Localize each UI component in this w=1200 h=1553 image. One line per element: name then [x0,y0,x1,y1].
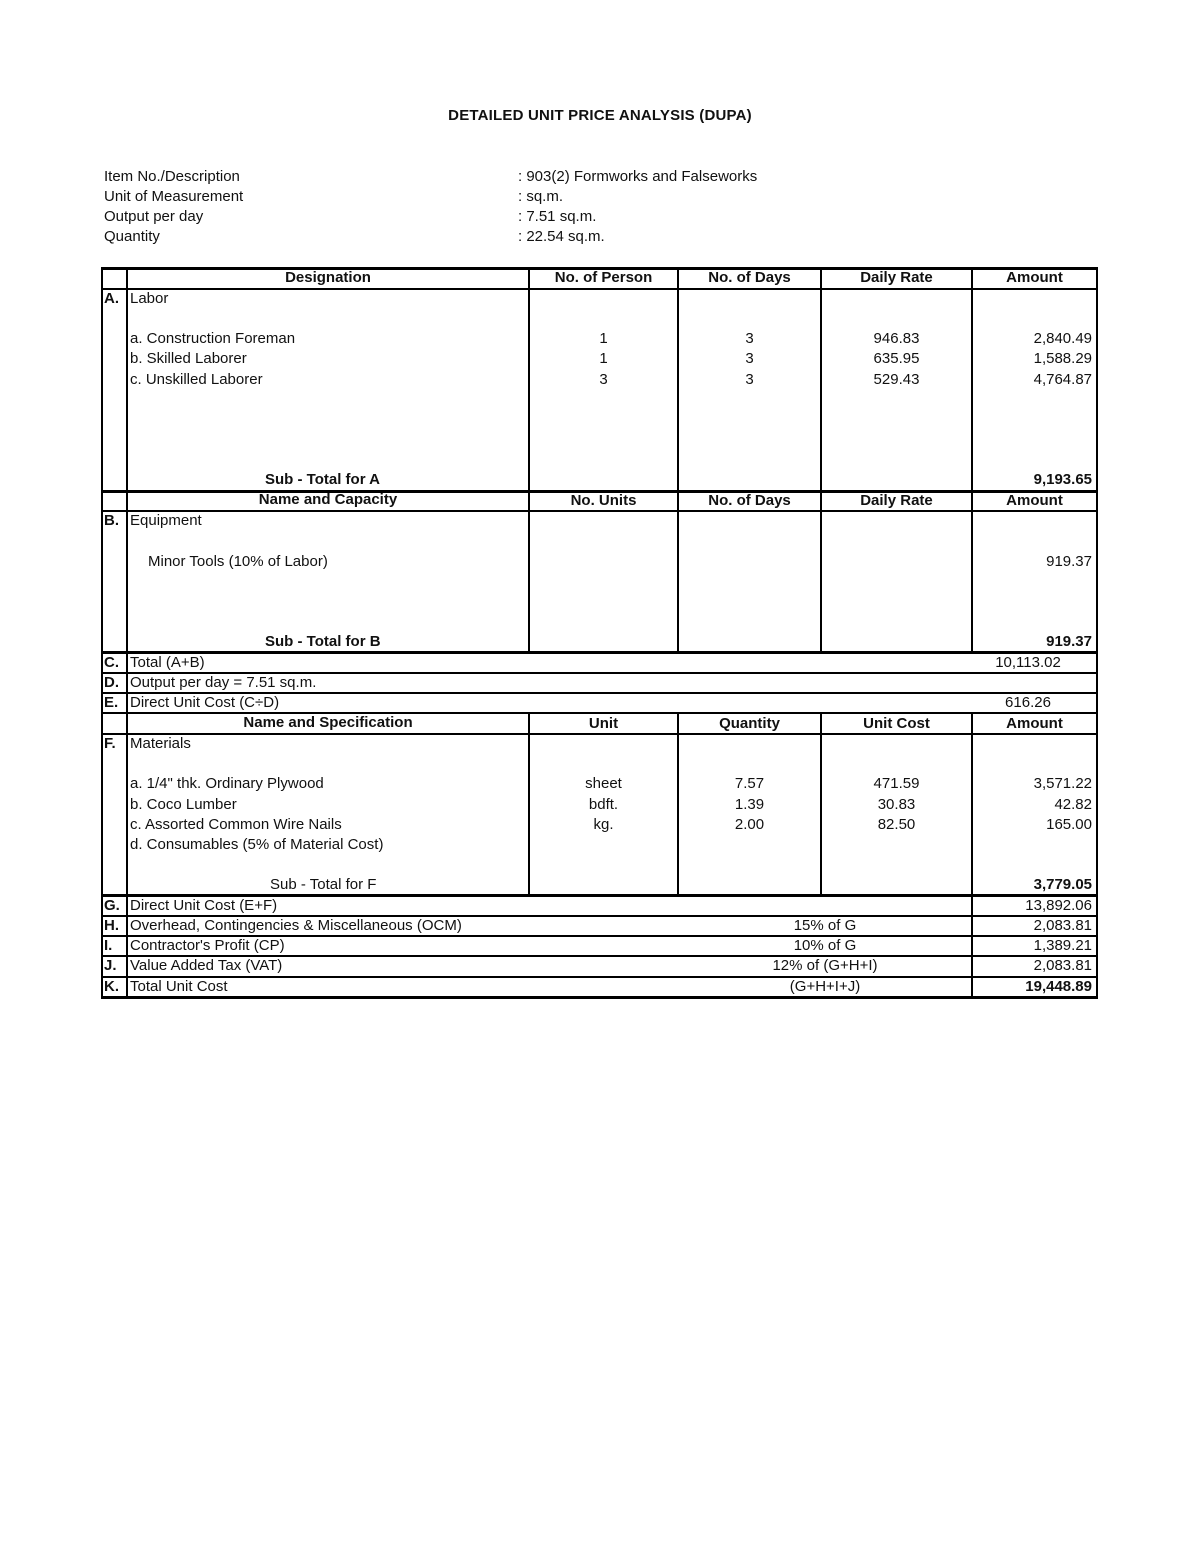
section-title-labor: Labor [130,290,169,307]
direct-unit-cost-ef-label: Direct Unit Cost (E+F) [130,897,278,914]
labor-item-rate: 529.43 [873,371,920,388]
total-unit-cost-basis: (G+H+I+J) [789,978,861,995]
vat-label: Value Added Tax (VAT) [130,957,283,974]
labor-item-name: b. Skilled Laborer [130,350,247,367]
subtotal-b-label: Sub - Total for B [265,633,381,650]
table-border [820,267,822,654]
material-item-unit: sheet [585,775,622,792]
vat-value: 2,083.81 [1033,957,1092,974]
info-value-quantity: : 22.54 sq.m. [518,228,605,245]
labor-item-days: 3 [745,371,754,388]
total-ab-value: 10,113.02 [995,654,1061,671]
contractor-profit-label: Contractor's Profit (CP) [130,937,285,954]
table-border [528,267,530,654]
table-border [971,267,973,654]
labor-item-rate: 946.83 [873,330,920,347]
material-item-name: a. 1/4" thk. Ordinary Plywood [130,775,324,792]
row-letter-g: G. [104,897,120,914]
labor-item-persons: 1 [599,330,608,347]
ocm-label: Overhead, Contingencies & Miscellaneous (OCM) [130,917,462,934]
table-border [101,288,1098,290]
material-item-cost: 82.50 [877,816,916,833]
row-letter-j: J. [104,957,117,974]
info-label-quantity: Quantity [104,228,160,245]
section-letter-a: A. [104,290,119,307]
total-ab-label: Total (A+B) [130,654,205,671]
info-label-unit: Unit of Measurement [104,188,244,205]
header-no-of-days: No. of Days [708,492,791,509]
total-unit-cost-label: Total Unit Cost [130,978,228,995]
header-designation: Designation [285,269,371,286]
header-daily-rate: Daily Rate [860,492,933,509]
header-no-of-days: No. of Days [708,269,791,286]
section-title-materials: Materials [130,735,191,752]
labor-item-amount: 2,840.49 [1033,330,1092,347]
header-no-of-person: No. of Person [554,269,653,286]
labor-item-days: 3 [745,330,754,347]
subtotal-f-label: Sub - Total for F [270,876,377,893]
material-item-cost: 471.59 [873,775,920,792]
material-item-amount: 165.00 [1046,816,1092,833]
row-letter-c: C. [104,654,119,671]
section-letter-f: F. [104,735,116,752]
header-amount: Amount [1006,269,1063,286]
subtotal-a-label: Sub - Total for A [265,471,380,488]
ocm-basis: 15% of G [793,917,857,934]
page-title: DETAILED UNIT PRICE ANALYSIS (DUPA) [448,107,752,124]
material-item-qty: 2.00 [734,816,765,833]
labor-item-persons: 1 [599,350,608,367]
header-name-capacity: Name and Capacity [258,491,398,508]
labor-item-rate: 635.95 [873,350,920,367]
table-border [677,267,679,654]
contractor-profit-value: 1,389.21 [1033,937,1092,954]
table-border [1096,267,1098,999]
labor-item-name: a. Construction Foreman [130,330,296,347]
vat-basis: 12% of (G+H+I) [772,957,878,974]
material-item-cost: 30.83 [877,796,916,813]
labor-item-amount: 1,588.29 [1033,350,1092,367]
header-daily-rate: Daily Rate [860,269,933,286]
labor-item-persons: 3 [599,371,608,388]
row-letter-k: K. [104,978,119,995]
info-value-item: : 903(2) Formworks and Falseworks [518,168,758,185]
info-value-unit: : sq.m. [518,188,564,205]
output-per-day-label: Output per day = 7.51 sq.m. [130,674,317,691]
labor-item-days: 3 [745,350,754,367]
equipment-item-amount: 919.37 [1046,553,1092,570]
table-border [101,267,103,999]
direct-unit-cost-cd-value: 616.26 [1005,694,1051,711]
header-no-units: No. Units [570,492,637,509]
row-letter-e: E. [104,694,119,711]
material-item-qty: 1.39 [734,796,765,813]
ocm-value: 2,083.81 [1033,917,1092,934]
table-border [101,651,1098,654]
contractor-profit-basis: 10% of G [793,937,857,954]
header-name-specification: Name and Specification [243,714,413,731]
material-item-name: c. Assorted Common Wire Nails [130,816,342,833]
material-item-name: b. Coco Lumber [130,796,237,813]
equipment-item-name: Minor Tools (10% of Labor) [148,553,328,570]
direct-unit-cost-ef-value: 13,892.06 [1025,897,1092,914]
material-item-amount: 3,571.22 [1033,775,1092,792]
table-border [126,267,128,999]
info-value-output: : 7.51 sq.m. [518,208,597,225]
header-unit-cost: Unit Cost [863,715,930,732]
labor-item-name: c. Unskilled Laborer [130,371,263,388]
total-unit-cost-value: 19,448.89 [1025,978,1092,995]
info-label-output: Output per day [104,208,204,225]
direct-unit-cost-cd-label: Direct Unit Cost (C÷D) [130,694,280,711]
subtotal-a-value: 9,193.65 [1033,471,1092,488]
row-letter-d: D. [104,674,119,691]
header-amount: Amount [1006,492,1063,509]
row-letter-h: H. [104,917,119,934]
header-quantity: Quantity [719,715,780,732]
header-unit: Unit [588,715,619,732]
subtotal-f-value: 3,779.05 [1033,876,1092,893]
material-item-name: d. Consumables (5% of Material Cost) [130,836,384,853]
section-title-equipment: Equipment [130,512,202,529]
labor-item-amount: 4,764.87 [1033,371,1092,388]
row-letter-i: I. [104,937,113,954]
material-item-unit: kg. [593,816,614,833]
section-letter-b: B. [104,512,119,529]
material-item-qty: 7.57 [734,775,765,792]
subtotal-b-value: 919.37 [1046,633,1092,650]
material-item-unit: bdft. [588,796,619,813]
header-amount: Amount [1006,715,1063,732]
material-item-amount: 42.82 [1054,796,1092,813]
info-label-item: Item No./Description [104,168,240,185]
